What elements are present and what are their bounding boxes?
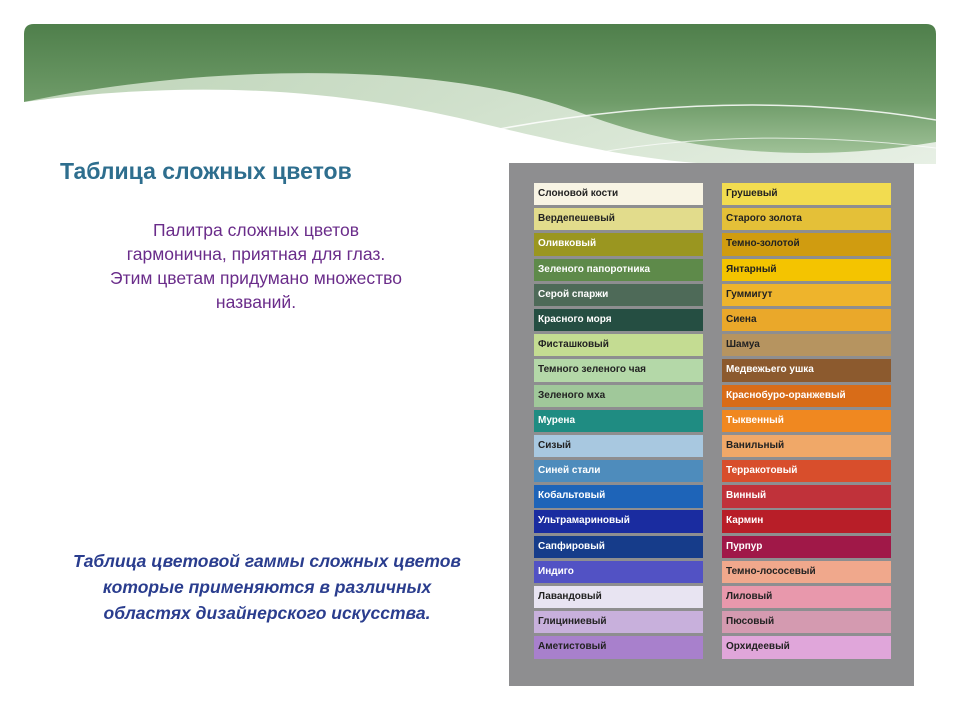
banner-wave-graphic: [24, 24, 936, 164]
color-swatch: Краснобуро-оранжевый: [722, 385, 891, 407]
color-swatch: Грушевый: [722, 183, 891, 205]
color-swatch: Кармин: [722, 510, 891, 532]
intro-line: Этим цветам придумано множество: [109, 268, 403, 288]
caption-text: [34, 548, 500, 626]
color-swatch: Серой спаржи: [534, 284, 703, 306]
color-swatch: Ванильный: [722, 435, 891, 457]
caption-line: областях дизайнерского искусства.: [103, 603, 431, 623]
color-swatch: Орхидеевый: [722, 636, 891, 658]
color-swatch: Индиго: [534, 561, 703, 583]
color-swatch: Темного зеленого чая: [534, 359, 703, 381]
color-swatch: Шамуа: [722, 334, 891, 356]
color-swatch: Винный: [722, 485, 891, 507]
color-swatch: Лиловый: [722, 586, 891, 608]
color-swatch: Терракотовый: [722, 460, 891, 482]
color-swatch: Пурпур: [722, 536, 891, 558]
color-swatch: Глициниевый: [534, 611, 703, 633]
color-swatch: Кобальтовый: [534, 485, 703, 507]
caption-line: которые применяются в различных: [102, 577, 432, 597]
color-swatch: Янтарный: [722, 259, 891, 281]
caption-line: Таблица цветовой гаммы сложных цветов: [73, 551, 461, 571]
color-swatch: Тыквенный: [722, 410, 891, 432]
color-swatch: Сиена: [722, 309, 891, 331]
color-swatch: Пюсовый: [722, 611, 891, 633]
color-swatch: Лавандовый: [534, 586, 703, 608]
color-swatch: Темно-лососевый: [722, 561, 891, 583]
color-swatch: Старого золота: [722, 208, 891, 230]
palette-column-right: [722, 183, 891, 662]
palette-column-left: [534, 183, 703, 662]
color-swatch: Оливковый: [534, 233, 703, 255]
color-swatch: Сизый: [534, 435, 703, 457]
header-banner: [24, 24, 936, 164]
color-swatch: Фисташковый: [534, 334, 703, 356]
color-swatch: Слоновой кости: [534, 183, 703, 205]
intro-text: [56, 218, 456, 314]
color-palette-image: [509, 163, 914, 686]
color-swatch: Мурена: [534, 410, 703, 432]
color-swatch: Синей стали: [534, 460, 703, 482]
intro-line: Палитра сложных цветов: [152, 220, 360, 240]
color-swatch: Зеленого папоротника: [534, 259, 703, 281]
color-swatch: Зеленого мха: [534, 385, 703, 407]
color-swatch: Ультрамариновый: [534, 510, 703, 532]
color-swatch: Гуммигут: [722, 284, 891, 306]
color-swatch: Темно-золотой: [722, 233, 891, 255]
color-swatch: Медвежьего ушка: [722, 359, 891, 381]
color-swatch: Красного моря: [534, 309, 703, 331]
slide-title: Таблица сложных цветов: [60, 158, 352, 184]
color-swatch: Аметистовый: [534, 636, 703, 658]
intro-line: названий.: [215, 292, 297, 312]
color-swatch: Вердепешевый: [534, 208, 703, 230]
intro-line: гармонична, приятная для глаз.: [126, 244, 386, 264]
color-swatch: Сапфировый: [534, 536, 703, 558]
